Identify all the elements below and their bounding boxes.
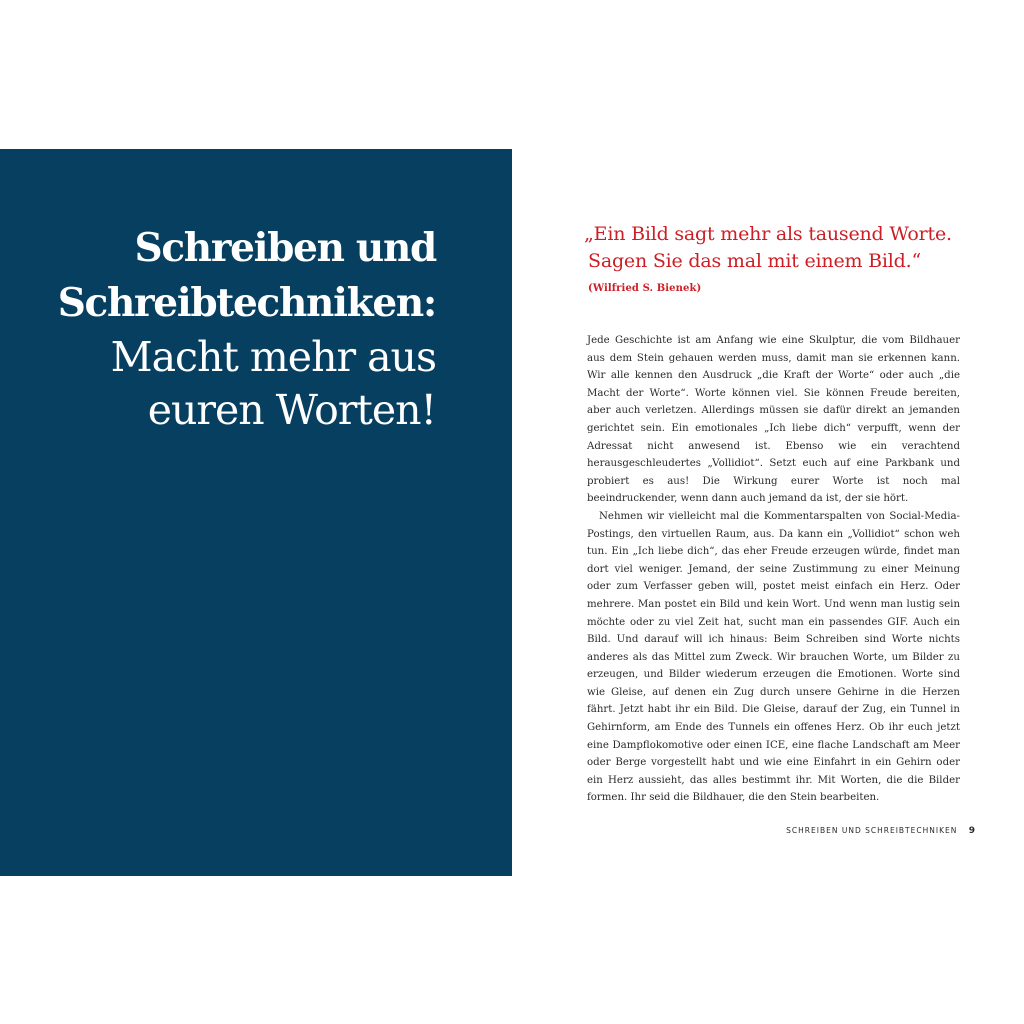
body-text <box>587 332 960 807</box>
chapter-title <box>0 221 436 437</box>
chapter-subtitle-line-1: Macht mehr aus <box>110 333 436 381</box>
quote-line-2: Sagen Sie das mal mit einem Bild.“ <box>588 250 922 272</box>
page-footer <box>786 826 975 836</box>
body-paragraph-2: Nehmen wir vielleicht mal die Kommentarspalten von Social-Media-Postings, den virtuellen Raum, aus. Da kann ein „Vollidiot“ schon weh tun. Ein „Ich liebe dich“, das eher Freude erzeugen würde, findet man dort viel weniger. Jemand, der seine Zustimmung zu einer Meinung oder zum Verfasser geben will, postet meist einfach ein Herz. Oder mehrere. Man postet ein Bild und kein Wort. Und wenn man lustig sein möchte oder zu viel Zeit hat, sucht man ein passendes GIF. Auch ein Bild. Und darauf will ich hinaus: Beim Schreiben sind Worte nichts anderes als das Mittel zum Zweck. Wir brauchen Worte, um Bilder zu erzeugen, und Bilder wiederum erzeugen die Emotionen. Worte sind wie Gleise, auf denen ein Zug durch unsere Gehirne in die Herzen fährt. Jetzt habt ihr ein Bild. Die Gleise, darauf der Zug, ein Tunnel in Gehirnform, am Ende des Tunnels ein offenes Herz. Ob ihr euch jetzt eine Dampflokomotive oder einen ICE, eine flache Landschaft am Meer oder Berge vorgestellt habt und wie eine Einfahrt in ein Gehirn oder ein Herz aussieht, das alles bestimmt ihr. Mit Worten, die die Bilder formen. Ihr seid die Bildhauer, die den Stein bearbeiten. <box>587 510 960 804</box>
quote-text <box>584 221 984 275</box>
epigraph-quote <box>584 221 984 294</box>
book-spread <box>0 149 1024 876</box>
running-head: SCHREIBEN UND SCHREIBTECHNIKEN <box>786 826 958 835</box>
left-page <box>0 149 512 876</box>
quote-line-1: „Ein Bild sagt mehr als tausend Worte. <box>584 223 952 245</box>
chapter-title-line-2: Schreibtechniken: <box>57 280 436 326</box>
body-paragraph-1: Jede Geschichte ist am Anfang wie eine Skulptur, die vom Bildhauer aus dem Stein gehauen werden muss, damit man sie erkennen kann. Wir alle kennen den Ausdruck „die Kraft der Worte“ oder auch „die Macht der Worte“. Worte können viel. Sie können Freude bereiten, aber auch verletzen. Allerdings müssen sie dafür direkt an jemanden gerichtet sein. Ein emotionales „Ich liebe dich“ verpufft, wenn der Adressat nicht anwesend ist. Ebenso wie ein verachtend herausgeschleudertes „Vollidiot“. Setzt euch auf eine Parkbank und probiert es aus! Die Wirkung eurer Worte ist noch mal beeindruckender, wenn dann auch jemand da ist, der sie hört. <box>587 335 960 505</box>
chapter-title-line-1: Schreiben und <box>134 225 436 271</box>
chapter-subtitle-line-2: euren Worten! <box>147 386 436 434</box>
right-page <box>512 149 1024 876</box>
page-number: 9 <box>968 826 975 836</box>
quote-author: (Wilfried S. Bienek) <box>588 283 702 294</box>
